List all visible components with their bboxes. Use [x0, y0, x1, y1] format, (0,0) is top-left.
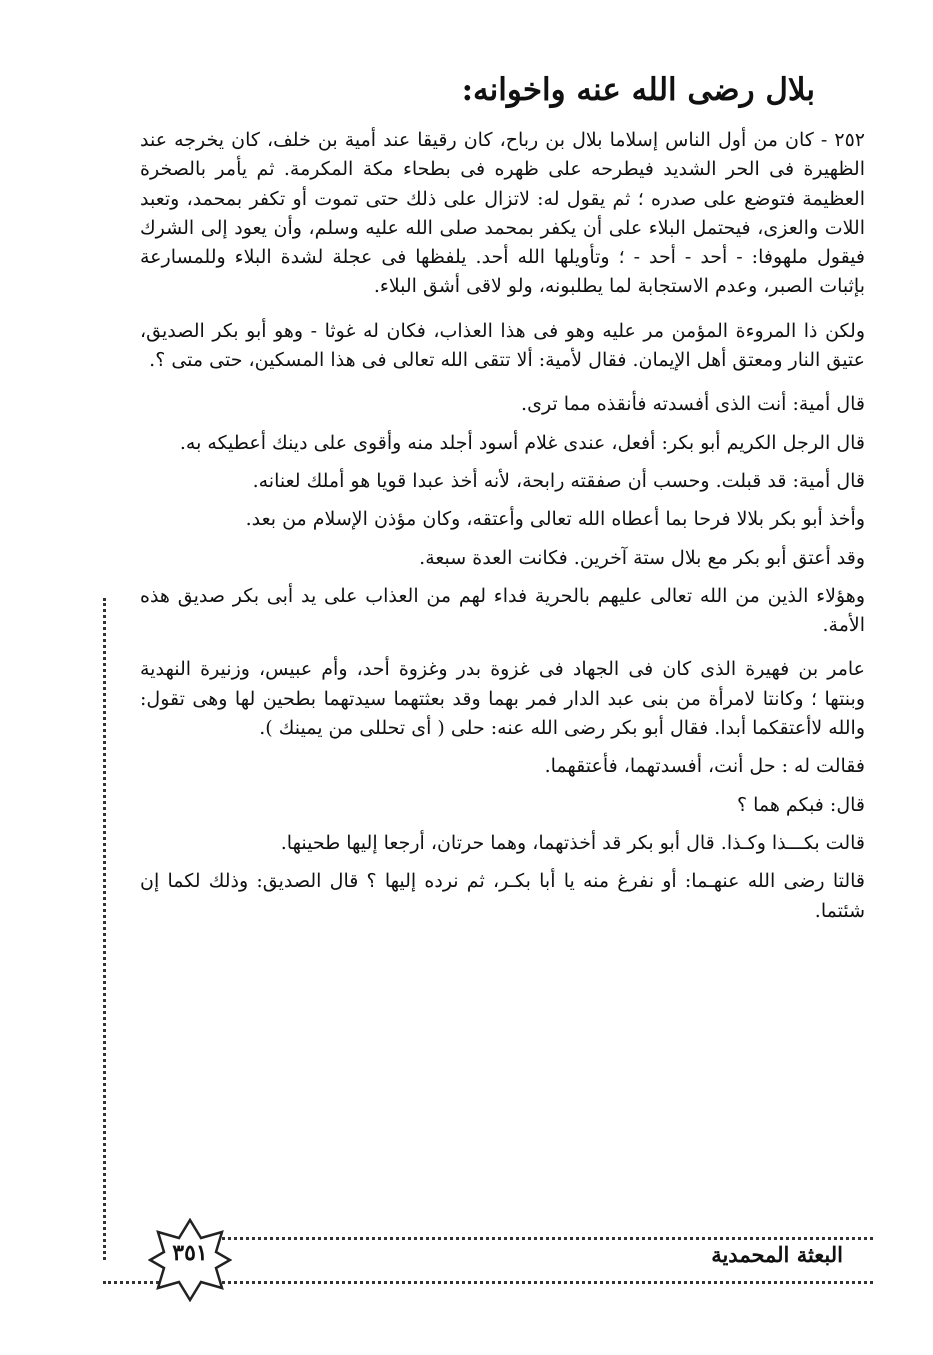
section-heading: بلال رضى الله عنه واخوانه: [461, 72, 815, 108]
paragraph-1: ٢٥٢ - كان من أول الناس إسلاما بلال بن رباح، كان رقيقا عند أمية بن خلف، كان يخرجه عند الظهيرة فى الحر الشديد فيطرحه على ظهره فى بطحاء مكة المكرمة. ثم يأمر بالصخرة العظيمة فتوضع على صدره ؛ ثم يقول له: لاتزال على ذلك حتى تموت أو تكفر بمحمد، وتعبد اللات والعزى، فيحتمل البلاء على أن يكفر بمحمد صلى الله عليه وسلم، وأن يعود إلى الشرك فيقول ملهوفا: - أحد - أحد - ؛ وتأويلها الله أحد. يلفظها فى عجلة لشدة البلاء وللمسارعة بإثبات الصبر، وعدم الاستجابة لما يطلبونه، ولو لاقى أشق البلاء. [140, 129, 865, 298]
paragraph-3: قال أمية: أنت الذى أفسدته فأنقذه مما ترى. [521, 393, 865, 416]
paragraph-12: قالت بكـــذا وكـذا. قال أبو بكر قد أخذتهما، وهما حرتان، أرجعا إليها طحينها. [280, 831, 865, 854]
paragraph-7: وقد أعتق أبو بكر مع بلال ستة آخرين. فكانت العدة سبعة. [419, 546, 865, 569]
paragraph-4: قال الرجل الكريم أبو بكر: أفعل، عندى غلام أسود أجلد منه وأقوى على دينك أعطيكه به. [179, 431, 865, 454]
book-title: البعثة المحمدية [711, 1242, 843, 1267]
page-number: ٣٥١ [172, 1240, 208, 1266]
body-text [140, 126, 865, 941]
paragraph-5: قال أمية: قد قبلت. وحسب أن صفقته رابحة، لأنه أخذ عبدا قويا هو أملك لعنانه. [252, 469, 865, 492]
paragraph-11: قال: فبكم هما ؟ [736, 793, 865, 816]
paragraph-8: وهؤلاء الذين من الله تعالى عليهم بالحرية فداء لهم من العذاب على يد أبى بكر صديق هذه الأمة. [140, 584, 865, 637]
paragraph-6: وأخذ أبو بكر بلالا فرحا بما أعطاه الله تعالى وأعتقه، وكان مؤذن الإسلام من بعد. [245, 508, 865, 531]
page-border-rule [210, 1237, 873, 1240]
paragraph-13: قالتا رضى الله عنهـما: أو نفرغ منه يا أبا بكـر، ثم نرده إليها ؟ قال الصديق: وذلك لكما إن شئتما. [140, 870, 865, 922]
page-border-left [103, 598, 106, 1260]
paragraph-9: عامر بن فهيرة الذى كان فى الجهاد فى غزوة بدر وغزوة أحد، وأم عبيس، وزنيرة النهدية وبنتها ؛ وكانتا لامرأة من بنى عبد الدار فمر بهما وقد بعثتهما سيدتهما بطحين لها وهى تقول: والله لاأعتقكما أبدا. فقال أبو بكر رضى الله عنه: حلى ( أى تحللى من يمينك ). [140, 658, 865, 740]
paragraph-2: ولكن ذا المروءة المؤمن مر عليه وهو فى هذا العذاب، فكان له غوثا - وهو أبو بكر الصديق، عتيق النار ومعتق أهل الإيمان. فقال لأمية: ألا تتقى الله تعالى فى هذا المسكين، حتى متى ؟. [140, 319, 865, 372]
paragraph-10: فقالت له : حل أنت، أفسدتهما، فأعتقهما. [544, 755, 865, 778]
